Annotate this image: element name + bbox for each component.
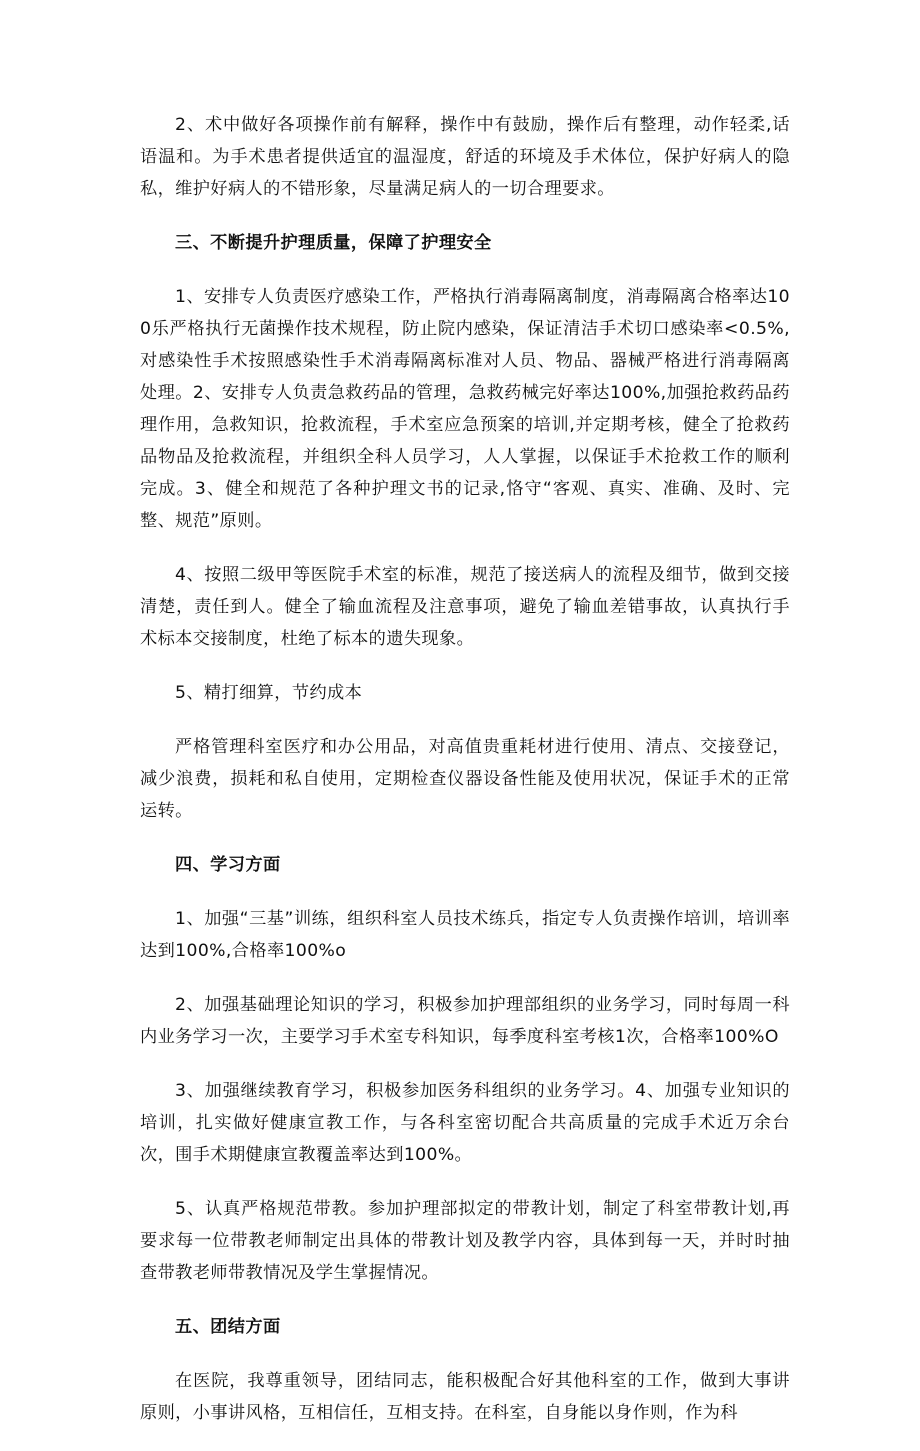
paragraph-surgery-communication: 2、术中做好各项操作前有解释，操作中有鼓励，操作后有整理，动作轻柔,话语温和。为手术患者提供适宜的温湿度，舒适的环境及手术体位，保护好病人的隐私，维护好病人的不错形象，尽量满足病人的一切合理要求。 (140, 115, 790, 199)
section-heading-nursing-quality: 三、不断提升护理质量，保障了护理安全 (175, 233, 492, 253)
paragraph-cost-saving-title: 5、精打细算，节约成本 (175, 683, 363, 703)
paragraph-infection-control: 1、安排专人负责医疗感染工作，严格执行消毒隔离制度，消毒隔离合格率达100乐严格执行无菌操作技术规程，防止院内感染，保证清洁手术切口感染率<0.5%,对感染性手术按照感染性手术消毒隔离标准对人员、物品、器械严格进行消毒隔离处理。2、安排专人负责急救药品的管理，急救药械完好率达100%,加强抢救药品药理作用，急救知识，抢救流程，手术室应急预案的培训,并定期考核，健全了抢救药品物品及抢救流程，并组织全科人员学习，人人掌握，以保证手术抢救工作的顺利完成。3、健全和规范了各种护理文书的记录,恪守“客观、真实、准确、及时、完整、规范”原则。 (140, 287, 790, 531)
paragraph-supplies-management: 严格管理科室医疗和办公用品，对高值贵重耗材进行使用、清点、交接登记，减少浪费，损耗和私自使用，定期检查仪器设备性能及使用状况，保证手术的正常运转。 (140, 737, 790, 821)
paragraph-three-basics-training: 1、加强“三基”训练，组织科室人员技术练兵，指定专人负责操作培训，培训率达到100%,合格率100%o (140, 909, 790, 961)
section-heading-learning: 四、学习方面 (175, 855, 281, 875)
paragraph-teamwork: 在医院，我尊重领导，团结同志，能积极配合好其他科室的工作，做到大事讲原则，小事讲风格，互相信任，互相支持。在科室，自身能以身作则，作为科 (140, 1371, 790, 1423)
document-body (140, 109, 790, 1451)
paragraph-continuing-education: 3、加强继续教育学习，积极参加医务科组织的业务学习。4、加强专业知识的培训，扎实做好健康宣教工作，与各科室密切配合共高质量的完成手术近万余台次，围手术期健康宣教覆盖率达到100%。 (140, 1081, 790, 1165)
paragraph-teaching-standards: 5、认真严格规范带教。参加护理部拟定的带教计划，制定了科室带教计划,再要求每一位带教老师制定出具体的带教计划及教学内容，具体到每一天，并时时抽查带教老师带教情况及学生掌握情况。 (140, 1199, 790, 1283)
paragraph-patient-transfer: 4、按照二级甲等医院手术室的标准，规范了接送病人的流程及细节，做到交接清楚，责任到人。健全了输血流程及注意事项，避免了输血差错事故，认真执行手术标本交接制度，杜绝了标本的遗失现象。 (140, 565, 790, 649)
section-heading-teamwork: 五、团结方面 (175, 1317, 281, 1337)
paragraph-theory-study: 2、加强基础理论知识的学习，积极参加护理部组织的业务学习，同时每周一科内业务学习一次，主要学习手术室专科知识，每季度科室考核1次，合格率100%O (140, 995, 790, 1047)
